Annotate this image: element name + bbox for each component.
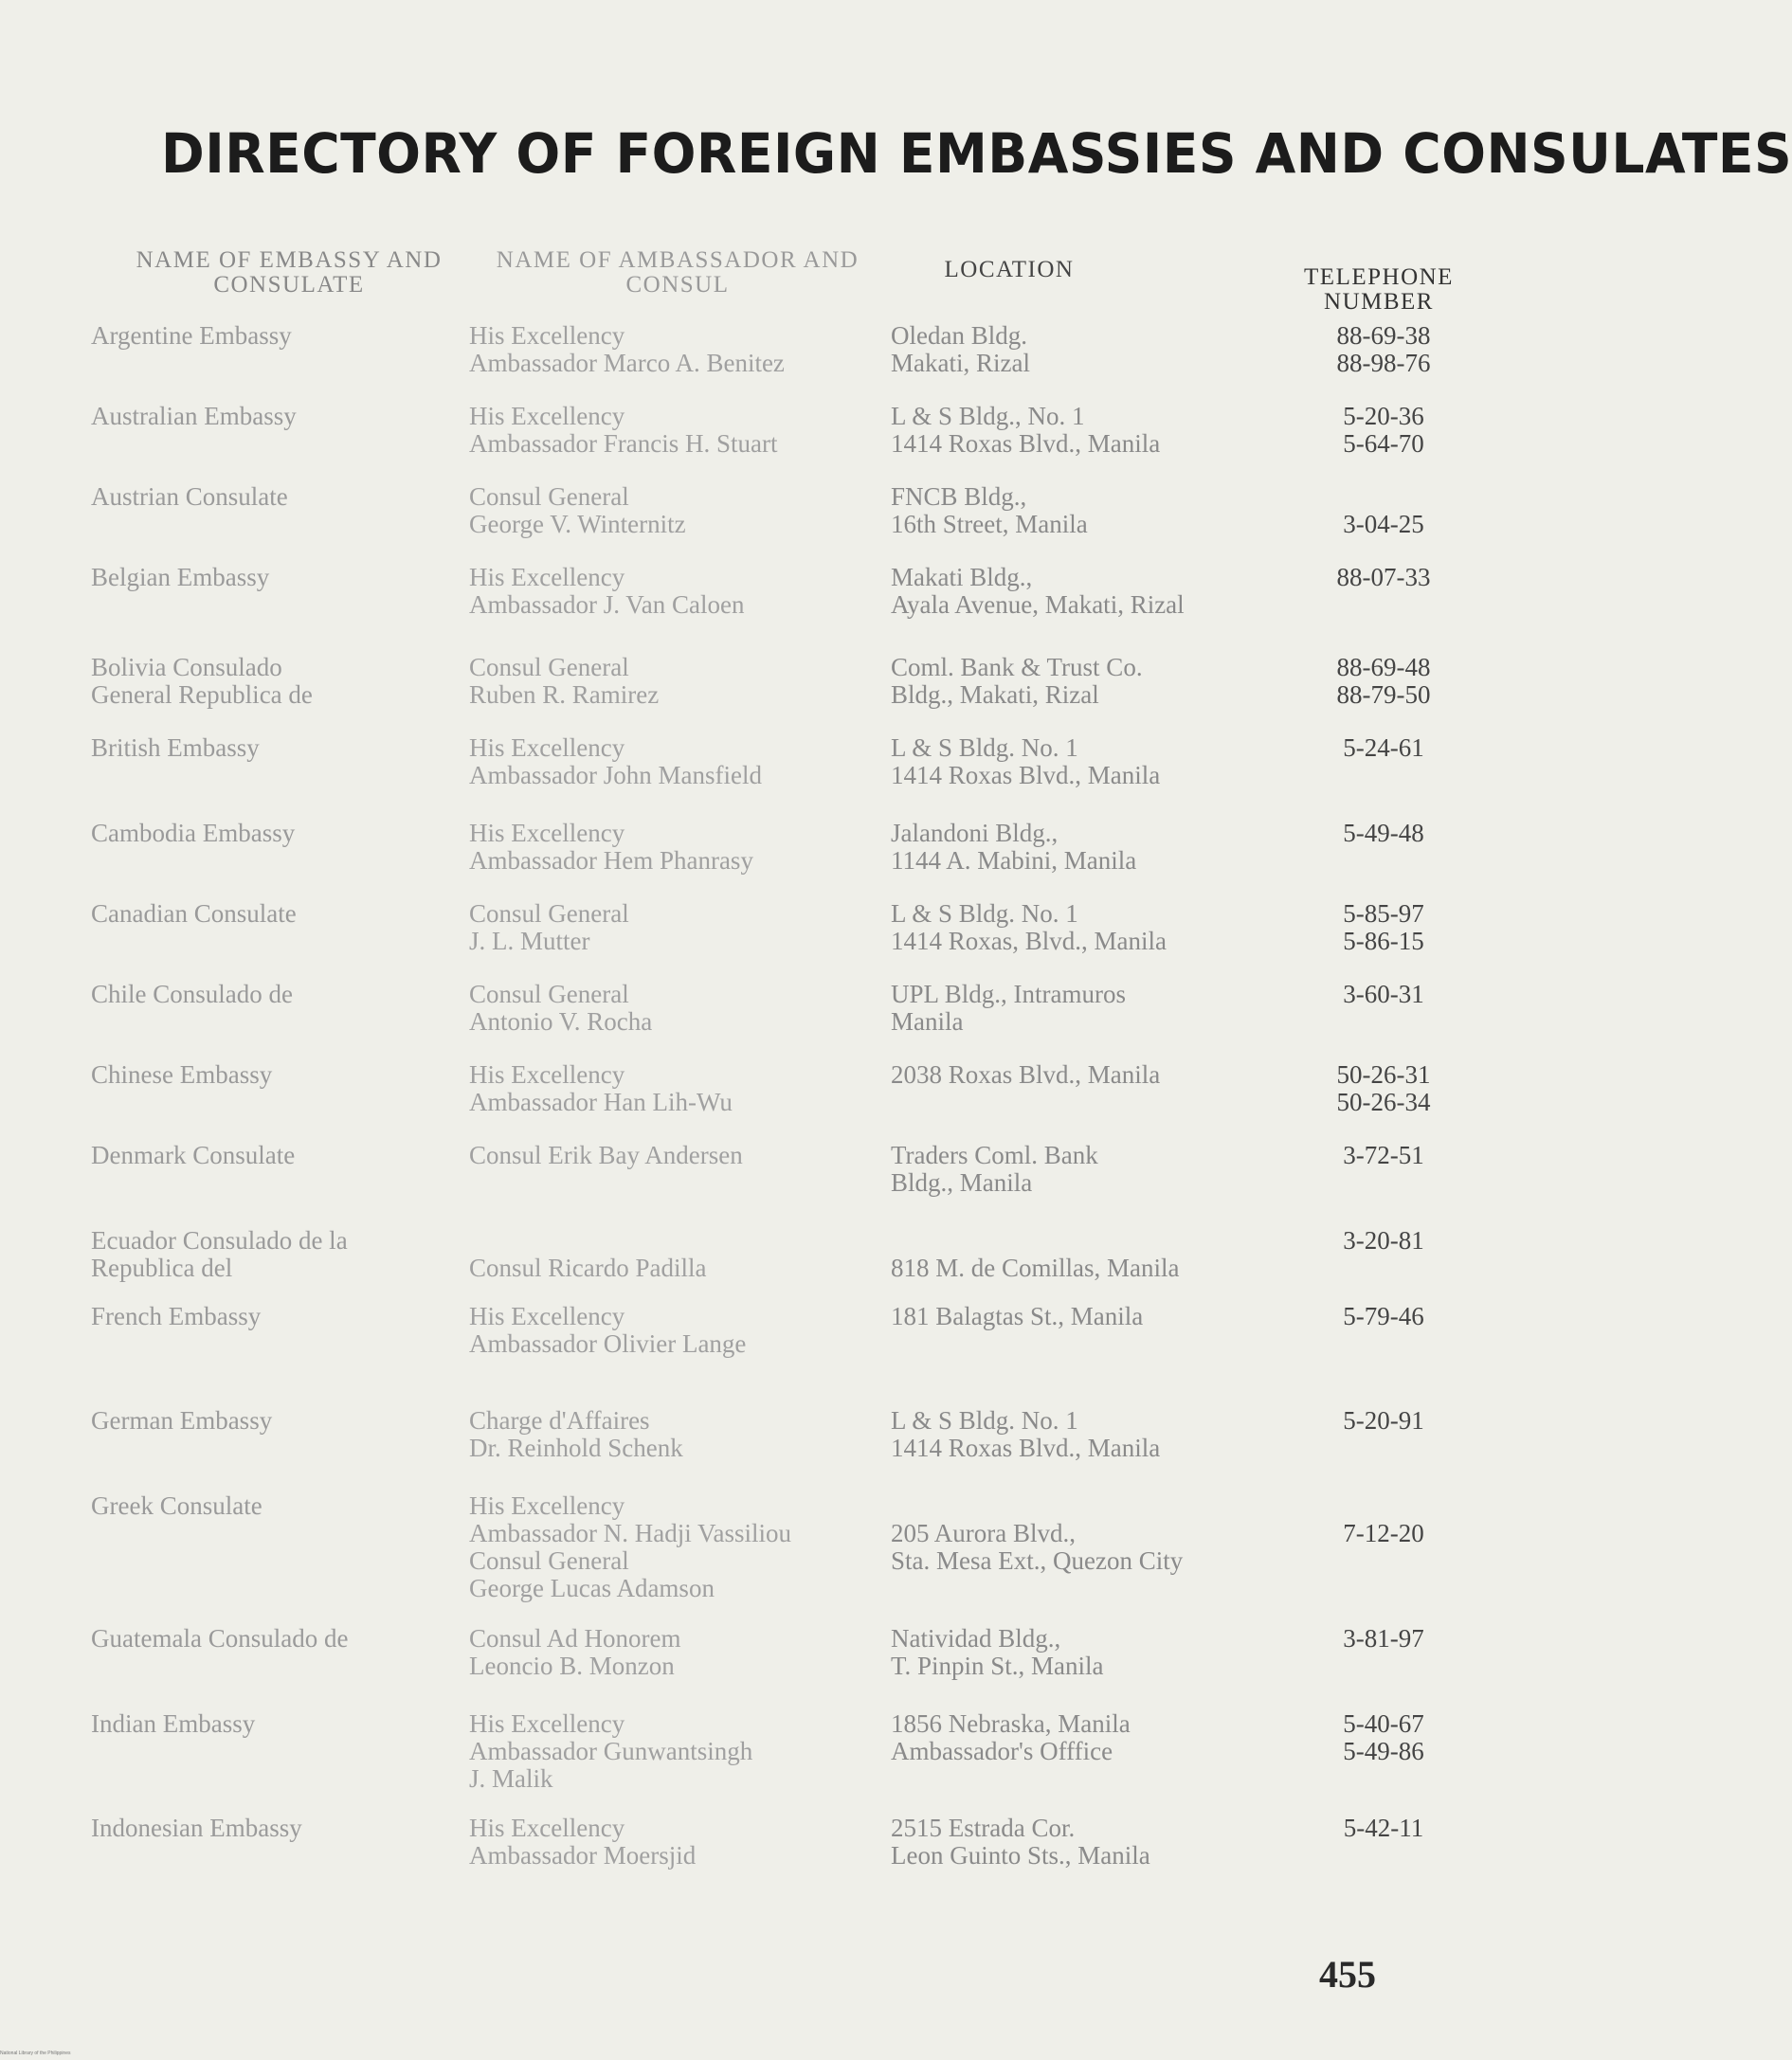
embassy-name-cell [91,1710,470,1738]
telephone-line: 5-86-15 [1343,927,1424,955]
location-line: Jalandoni Bldg., [891,819,1059,847]
location-cell [891,1061,1289,1089]
telephone-cell [1308,1227,1459,1255]
telephone-cell [1308,900,1459,955]
location-line: UPL Bldg., Intramuros [891,980,1126,1008]
embassy-name-cell [91,981,470,1008]
location-line: 181 Balagtas St., Manila [891,1302,1144,1330]
ambassador-name-line: Antonio V. Rocha [469,1007,653,1036]
embassy-name-line: Indonesian Embassy [91,1814,302,1842]
location-cell [891,1625,1289,1680]
ambassador-name-line: Consul General [469,980,629,1008]
location-line: Coml. Bank & Trust Co. [891,653,1143,681]
ambassador-name-line: His Excellency [469,1709,625,1738]
embassy-name-cell [91,734,470,762]
ambassador-name-line: His Excellency [469,819,625,847]
telephone-cell [1308,734,1459,762]
embassy-name-cell [91,1061,470,1089]
ambassador-name-cell [469,1625,877,1680]
embassy-name-line: Canadian Consulate [91,899,297,928]
ambassador-name-line: George Lucas Adamson [469,1574,715,1602]
location-line: T. Pinpin St., Manila [891,1652,1104,1680]
location-line: L & S Bldg., No. 1 [891,402,1085,430]
page-title: DIRECTORY OF FOREIGN EMBASSIES AND CONSULATES [161,121,1792,186]
telephone-line: 5-20-91 [1343,1406,1424,1435]
embassy-name-line: German Embassy [91,1406,273,1435]
library-credit: National Library of the Philippines [0,2051,71,2056]
location-cell [891,564,1289,619]
telephone-cell [1308,1303,1459,1330]
embassy-name-line: General Republica de [91,680,313,709]
telephone-line: 5-42-11 [1343,1814,1424,1842]
telephone-cell [1308,654,1459,709]
ambassador-name-cell [469,564,877,619]
ambassador-name-cell [469,981,877,1036]
embassy-name-line: British Embassy [91,733,260,762]
embassy-name-line: French Embassy [91,1302,262,1330]
ambassador-name-line: Consul General [469,899,629,928]
embassy-name-cell [91,483,470,511]
location-line: 1856 Nebraska, Manila [891,1709,1131,1738]
telephone-line: 5-64-70 [1343,429,1424,458]
ambassador-name-cell [469,1227,877,1282]
location-line: Bldg., Makati, Rizal [891,680,1099,709]
telephone-cell [1308,981,1459,1008]
ambassador-name-line: Ambassador J. Van Caloen [469,590,745,619]
page-number: 455 [1319,1953,1376,1996]
ambassador-name-line: Dr. Reinhold Schenk [469,1434,683,1462]
ambassador-name-cell [469,1061,877,1116]
embassy-name-cell [91,1227,470,1282]
location-line [891,1492,1289,1520]
ambassador-name-cell [469,734,877,789]
telephone-line: 50-26-34 [1336,1088,1431,1116]
ambassador-name-line: His Excellency [469,321,625,350]
telephone-line: 3-81-97 [1343,1624,1424,1653]
telephone-line: 88-79-50 [1336,680,1431,709]
location-cell [891,1303,1289,1330]
location-line: 1144 A. Mabini, Manila [891,846,1137,875]
embassy-name-line: Indian Embassy [91,1709,256,1738]
location-line: L & S Bldg. No. 1 [891,899,1078,928]
telephone-line: 88-69-48 [1336,653,1431,681]
telephone-cell [1308,1625,1459,1653]
telephone-line: 3-20-81 [1343,1226,1424,1255]
ambassador-name-line: J. L. Mutter [469,927,590,955]
ambassador-name-line: Ambassador Hem Phanrasy [469,846,753,875]
ambassador-name-cell [469,1492,877,1602]
location-cell [891,654,1289,709]
embassy-name-cell [91,1492,470,1520]
embassy-name-line: Guatemala Consulado de [91,1624,349,1653]
telephone-cell [1308,1710,1459,1765]
embassy-name-cell [91,1142,470,1169]
ambassador-name-line: His Excellency [469,402,625,430]
embassy-name-line: Greek Consulate [91,1491,262,1520]
telephone-line: 88-98-76 [1336,349,1431,377]
telephone-line: 5-40-67 [1343,1709,1424,1738]
telephone-line: 5-79-46 [1343,1302,1424,1330]
ambassador-name-cell [469,1815,877,1870]
telephone-cell [1308,403,1459,458]
location-cell [891,483,1289,538]
column-header-telephone: TELEPHONE NUMBER [1304,264,1454,316]
embassy-name-line: Argentine Embassy [91,321,292,350]
embassy-name-line: Cambodia Embassy [91,819,296,847]
ambassador-name-line [469,1227,877,1255]
ambassador-name-line: His Excellency [469,1814,625,1842]
telephone-line: 5-20-36 [1343,402,1424,430]
location-line: 1414 Roxas Blvd., Manila [891,1434,1161,1462]
ambassador-name-line: His Excellency [469,1060,625,1089]
embassy-name-line: Australian Embassy [91,402,297,430]
telephone-line: 3-60-31 [1343,980,1424,1008]
embassy-name-line: Chile Consulado de [91,980,293,1008]
telephone-cell [1308,1061,1459,1116]
ambassador-name-line: Ambassador Han Lih-Wu [469,1088,733,1116]
location-line: FNCB Bldg., [891,482,1027,511]
location-line: 1414 Roxas Blvd., Manila [891,429,1161,458]
embassy-name-line: Bolivia Consulado [91,653,282,681]
ambassador-name-line: Leoncio B. Monzon [469,1652,675,1680]
embassy-name-cell [91,1625,470,1653]
ambassador-name-cell [469,403,877,458]
embassy-name-cell [91,900,470,928]
telephone-line [1308,1492,1459,1520]
location-line: Ayala Avenue, Makati, Rizal [891,590,1185,619]
telephone-line: 5-49-48 [1343,819,1424,847]
telephone-cell [1308,1815,1459,1842]
column-header-embassy: NAME OF EMBASSY AND CONSULATE [136,247,443,298]
telephone-line: 3-72-51 [1343,1141,1424,1169]
ambassador-name-line: Ambassador Marco A. Benitez [469,349,785,377]
telephone-line: 88-69-38 [1336,321,1431,350]
ambassador-name-line: George V. Winternitz [469,510,686,538]
ambassador-name-line: Consul General [469,1546,629,1575]
embassy-name-cell [91,1407,470,1435]
embassy-name-line: Austrian Consulate [91,482,288,511]
location-cell [891,900,1289,955]
ambassador-name-line: Consul General [469,482,629,511]
embassy-name-cell [91,322,470,350]
ambassador-name-line: Ambassador Moersjid [469,1841,697,1870]
telephone-line: 50-26-31 [1336,1060,1431,1089]
telephone-cell [1308,322,1459,377]
column-header-location: LOCATION [944,257,1075,282]
embassy-name-line: Belgian Embassy [91,563,270,591]
location-line: Sta. Mesa Ext., Quezon City [891,1546,1184,1575]
ambassador-name-cell [469,654,877,709]
telephone-line: 5-85-97 [1343,899,1424,928]
ambassador-name-line: Charge d'Affaires [469,1406,650,1435]
ambassador-name-cell [469,1303,877,1358]
location-line: 2038 Roxas Blvd., Manila [891,1060,1161,1089]
ambassador-name-line: Ambassador Francis H. Stuart [469,429,778,458]
ambassador-name-cell [469,1407,877,1462]
location-cell [891,1227,1289,1282]
ambassador-name-line: Ambassador Gunwantsingh [469,1737,753,1765]
telephone-cell [1308,1407,1459,1435]
ambassador-name-cell [469,820,877,875]
location-line: 1414 Roxas, Blvd., Manila [891,927,1167,955]
location-line: 16th Street, Manila [891,510,1088,538]
ambassador-name-line: Ambassador John Mansfield [469,761,762,789]
embassy-name-cell [91,820,470,847]
location-cell [891,820,1289,875]
ambassador-name-line: Consul Ricardo Padilla [469,1254,707,1282]
location-line: Manila [891,1007,964,1036]
ambassador-name-cell [469,900,877,955]
ambassador-name-line: Ambassador Olivier Lange [469,1329,747,1358]
ambassador-name-cell [469,483,877,538]
location-cell [891,981,1289,1036]
embassy-name-line: Republica del [91,1254,233,1282]
location-line: 205 Aurora Blvd., [891,1519,1076,1547]
location-cell [891,1407,1289,1462]
location-line: Oledan Bldg. [891,321,1027,350]
ambassador-name-cell [469,322,877,377]
telephone-line: 88-07-33 [1336,563,1431,591]
location-cell [891,1142,1289,1197]
location-line: 1414 Roxas Blvd., Manila [891,761,1161,789]
embassy-name-line: Chinese Embassy [91,1060,273,1089]
location-line: L & S Bldg. No. 1 [891,733,1078,762]
ambassador-name-line: Ambassador N. Hadji Vassiliou [469,1519,791,1547]
ambassador-name-line: His Excellency [469,563,625,591]
location-line: Leon Guinto Sts., Manila [891,1841,1150,1870]
telephone-line: 7-12-20 [1343,1519,1424,1547]
location-cell [891,734,1289,789]
ambassador-name-line: Consul General [469,653,629,681]
ambassador-name-line: Consul Ad Honorem [469,1624,681,1653]
column-header-ambassador: NAME OF AMBASSADOR AND CONSUL [496,247,860,298]
ambassador-name-line: His Excellency [469,733,625,762]
telephone-cell [1308,564,1459,591]
location-line: Makati, Rizal [891,349,1030,377]
location-line: Makati Bldg., [891,563,1033,591]
embassy-name-line: Denmark Consulate [91,1141,296,1169]
ambassador-name-line: Consul Erik Bay Andersen [469,1141,743,1169]
telephone-line [1308,483,1459,511]
telephone-cell [1308,483,1459,538]
ambassador-name-line: His Excellency [469,1491,625,1520]
embassy-name-cell [91,1303,470,1330]
ambassador-name-cell [469,1142,877,1169]
location-line: Ambassador's Offfice [891,1737,1113,1765]
location-line: Bldg., Manila [891,1168,1033,1197]
embassy-name-cell [91,654,470,709]
telephone-cell [1308,1492,1459,1547]
ambassador-name-cell [469,1710,877,1793]
location-line: 2515 Estrada Cor. [891,1814,1076,1842]
location-line [891,1227,1289,1255]
location-cell [891,1492,1289,1575]
ambassador-name-line: Ruben R. Ramirez [469,680,660,709]
location-line: Traders Coml. Bank [891,1141,1098,1169]
embassy-name-cell [91,403,470,430]
location-line: 818 M. de Comillas, Manila [891,1254,1180,1282]
ambassador-name-line: His Excellency [469,1302,625,1330]
location-cell [891,322,1289,377]
telephone-cell [1308,820,1459,847]
location-line: L & S Bldg. No. 1 [891,1406,1078,1435]
embassy-name-cell [91,564,470,591]
telephone-line: 5-24-61 [1343,733,1424,762]
location-cell [891,403,1289,458]
ambassador-name-line: J. Malik [469,1764,553,1793]
location-cell [891,1815,1289,1870]
telephone-cell [1308,1142,1459,1169]
location-cell [891,1710,1289,1765]
embassy-name-line: Ecuador Consulado de la [91,1226,348,1255]
embassy-name-cell [91,1815,470,1842]
location-line: Natividad Bldg., [891,1624,1061,1653]
telephone-line: 3-04-25 [1343,510,1424,538]
telephone-line: 5-49-86 [1343,1737,1424,1765]
